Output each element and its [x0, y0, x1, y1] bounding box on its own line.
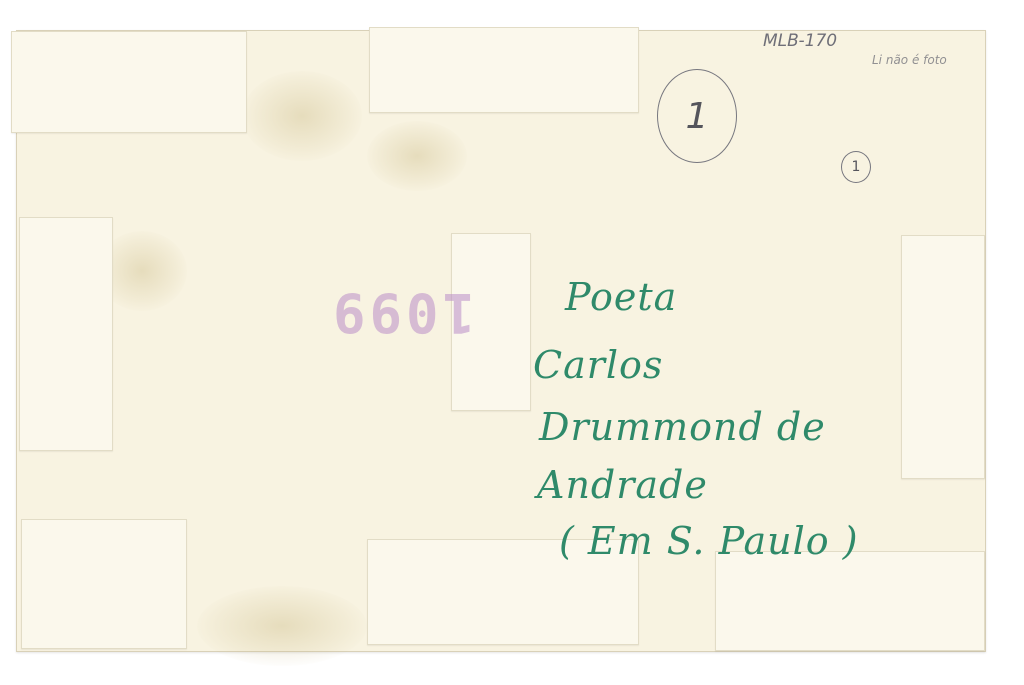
foxing-stain	[367, 121, 467, 191]
tape-strip-right	[901, 235, 985, 479]
caption-line-1: Poeta	[565, 275, 678, 319]
tape-strip-top-left	[11, 31, 247, 133]
tape-strip-top-center	[369, 27, 639, 113]
caption-line-5: ( Em S. Paulo )	[559, 519, 859, 563]
large-circled-mark: 1	[657, 69, 737, 163]
corner-pencil-note: Li não é foto	[872, 53, 947, 67]
tape-strip-left	[19, 217, 113, 451]
stamp-number: 1099	[329, 281, 476, 344]
photo-card-back	[16, 30, 986, 652]
caption-line-4: Andrade	[537, 463, 708, 507]
small-circled-mark: 1	[841, 151, 871, 183]
archive-code: MLB-170	[763, 31, 838, 51]
tape-strip-bottom-left	[21, 519, 187, 649]
foxing-stain	[197, 586, 367, 666]
caption-line-3: Drummond de	[539, 405, 826, 449]
caption-line-2: Carlos	[533, 343, 664, 387]
tape-strip-bottom-right	[715, 551, 985, 651]
foxing-stain	[242, 71, 362, 161]
